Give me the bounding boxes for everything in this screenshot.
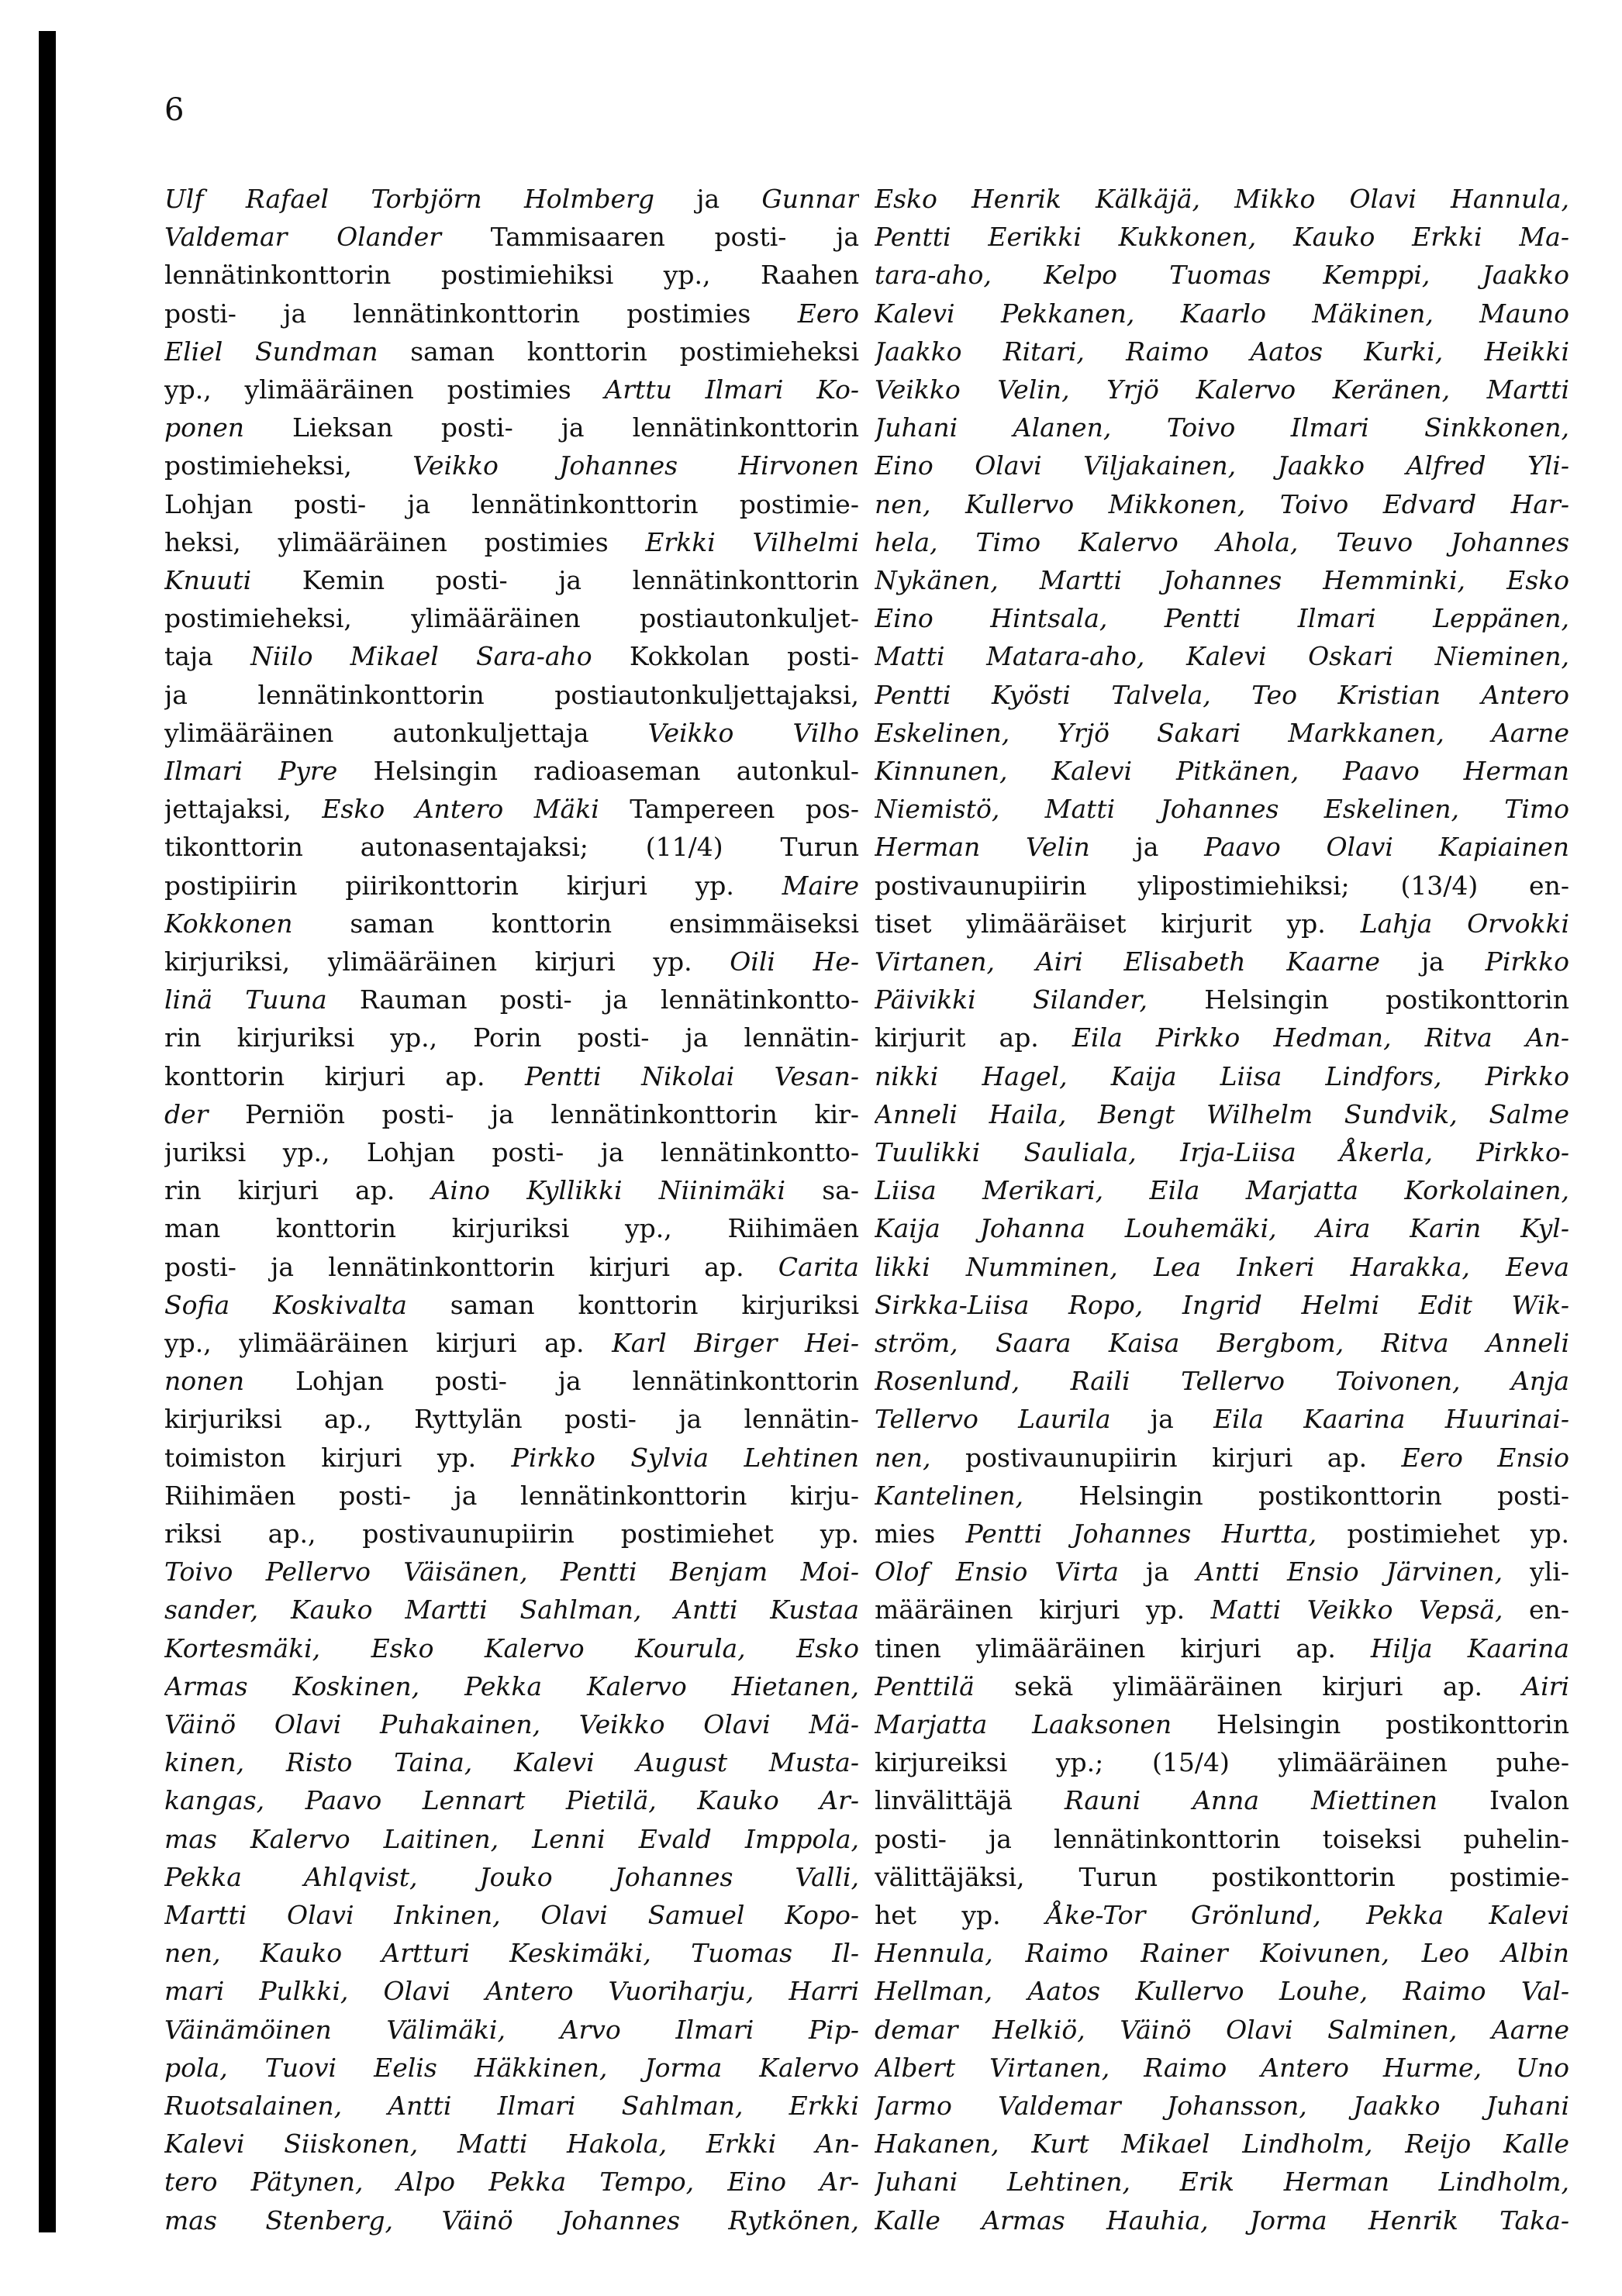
text-line [164, 1209, 859, 1248]
text-line [875, 1439, 1569, 1477]
text-line [875, 1057, 1569, 1096]
text-line [875, 1095, 1569, 1134]
text-line [875, 943, 1569, 981]
text-line [164, 333, 859, 371]
italic-name-span: Oili He- [730, 946, 859, 977]
text-line [164, 1553, 859, 1591]
text-line [164, 1133, 859, 1172]
italic-name-span: Pentti Johannes Hurtta, [965, 1519, 1317, 1549]
italic-name-span: Niemistö, Matti Johannes Eskelinen, Timo [875, 794, 1569, 825]
italic-name-span: Pentti Kyösti Talvela, Teo Kristian Antero [875, 679, 1569, 710]
text-line [164, 2011, 859, 2050]
text-line [164, 1781, 859, 1820]
text-span: taja [164, 641, 251, 672]
italic-name-span: Veikko Vilho [647, 717, 859, 748]
text-line [875, 1362, 1569, 1401]
italic-name-span: Toivo Pellervo Väisänen, Pentti Benjam Moi- [164, 1557, 859, 1588]
italic-name-span: Hakanen, Kurt Mikael Lindholm, Reijo Kalle [875, 2129, 1569, 2160]
text-line [875, 295, 1569, 333]
text-span: heksi, ylimääräinen postimies [164, 526, 646, 557]
text-span: postimieheksi, ylimääräinen postiautonkuljet- [164, 603, 859, 634]
text-span: sekä ylimääräinen kirjuri ap. [974, 1670, 1523, 1701]
text-line [875, 409, 1569, 447]
text-span: postivaunupiirin kirjuri ap. [930, 1442, 1402, 1473]
text-line [875, 218, 1569, 257]
text-line [875, 1743, 1569, 1782]
text-line [164, 943, 859, 981]
italic-name-span: mas Kalervo Laitinen, Lenni Evald Imppola, [164, 1823, 859, 1854]
italic-name-span: Matti Veikko Vepsä, [1210, 1594, 1503, 1625]
text-span: Tammisaaren posti- ja [441, 222, 859, 253]
text-span: kirjurit ap. [875, 1022, 1072, 1053]
italic-name-span: Armas Koskinen, Pekka Kalervo Hietanen, [164, 1670, 859, 1701]
text-span: Helsingin postikonttorin [1147, 984, 1569, 1015]
text-line [164, 1667, 859, 1706]
text-span: saman konttorin postimieheksi [378, 336, 859, 367]
text-line [164, 676, 859, 715]
text-line [875, 1972, 1569, 2011]
text-line [164, 371, 859, 409]
text-line [164, 295, 859, 333]
text-span: kirjuriksi ap., Ryttylän posti- ja lennätin- [164, 1404, 859, 1435]
text-line [875, 1705, 1569, 1744]
text-line [164, 1629, 859, 1668]
italic-name-span: Lahja Orvokki [1360, 908, 1569, 939]
italic-name-span: Anneli Haila, Bengt Wilhelm Sundvik, Salme [875, 1098, 1569, 1129]
text-line [164, 561, 859, 600]
text-line [164, 790, 859, 829]
italic-name-span: Esko Henrik Kälkäjä, Mikko Olavi Hannula, [875, 184, 1569, 214]
text-span: mies [875, 1519, 966, 1549]
italic-name-span: Pentti Eerikki Kukkonen, Kauko Erkki Ma- [875, 222, 1569, 253]
italic-name-span: Veikko Johannes Hirvonen [412, 450, 859, 481]
text-line [875, 905, 1569, 943]
scan-edge-bar [39, 31, 56, 2232]
italic-name-span: Carita [778, 1251, 859, 1282]
text-line [875, 2011, 1569, 2050]
italic-name-span: Airi [1522, 1670, 1569, 1701]
text-line [164, 714, 859, 753]
italic-name-span: Liisa Merikari, Eila Marjatta Korkolainen, [875, 1175, 1569, 1206]
text-line [875, 981, 1569, 1019]
text-span: postipiirin piirikonttorin kirjuri yp. [164, 870, 782, 901]
italic-name-span: kinen, Risto Taina, Kalevi August Mustа- [164, 1747, 859, 1778]
text-line [875, 1896, 1569, 1935]
italic-name-span: Matti Matara-aho, Kalevi Oskari Nieminen, [875, 641, 1569, 672]
italic-name-span: pola, Tuovi Eelis Häkkinen, Jorma Kalervo [164, 2052, 859, 2083]
text-line [164, 599, 859, 638]
text-span: postimiehet yp. [1317, 1519, 1569, 1549]
text-span: Rauman posti- ja lennätinkontto- [326, 984, 859, 1015]
text-line [875, 1019, 1569, 1057]
text-span: Helsingin postikonttorin [1172, 1709, 1569, 1739]
italic-name-span: Sirkka-Liisa Ropo, Ingrid Helmi Edit Wik- [875, 1289, 1569, 1320]
italic-name-span: mari Pulkki, Olavi Antero Vuoriharju, Harri [164, 1976, 859, 2007]
italic-name-span: Niilo Mikael Sara-aho [250, 641, 592, 672]
text-span: välittäjäksi, Turun postikonttorin postimie- [875, 1861, 1569, 1892]
italic-name-span: Eila Pirkko Hedman, Ritva An- [1072, 1022, 1569, 1053]
italic-name-span: Hennula, Raimo Rainer Koivunen, Leo Albin [875, 1938, 1569, 1969]
text-span: yli- [1503, 1557, 1569, 1588]
text-span: ja [1379, 946, 1486, 977]
text-line [875, 523, 1569, 562]
italic-name-span: Ulf Rafael Torbjörn Holmberg [164, 184, 654, 214]
italic-name-span: Erkki Vilhelmi [645, 526, 859, 557]
text-line [164, 1248, 859, 1287]
text-line [875, 828, 1569, 867]
text-span: ja lennätinkonttorin postiautonkuljettajaksi, [164, 679, 859, 710]
text-line [875, 256, 1569, 295]
text-span: kirjuriksi, ylimääräinen kirjuri yp. [164, 946, 730, 977]
italic-name-span: Penttilä [875, 1670, 975, 1701]
text-line [875, 1286, 1569, 1325]
italic-name-span: Esko Antero Mäki [322, 794, 599, 825]
italic-name-span: sander, Kauko Martti Sahlman, Antti Kustaa [164, 1594, 859, 1625]
text-line [164, 1743, 859, 1782]
text-span: sa- [785, 1175, 859, 1206]
text-line [164, 1477, 859, 1515]
italic-name-span: Kalle Armas Hauhia, Jorma Henrik Taka- [875, 2205, 1569, 2236]
text-line [875, 1629, 1569, 1668]
italic-name-span: Kokkonen [164, 908, 293, 939]
text-line [164, 2049, 859, 2087]
text-line [164, 409, 859, 447]
text-span: yp., ylimääräinen kirjuri ap. [164, 1328, 613, 1358]
text-line [875, 1667, 1569, 1706]
italic-name-span: Tuulikki Sauliala, Irja-Liisa Åkerla, Pirkko- [875, 1137, 1569, 1167]
text-line [164, 1934, 859, 1973]
text-line [875, 2087, 1569, 2125]
text-line [164, 1324, 859, 1363]
italic-name-span: Hilja Kaarina [1370, 1632, 1569, 1663]
text-line [164, 2125, 859, 2163]
text-span: Lieksan posti- ja lennätinkonttorin [244, 412, 859, 443]
text-span: Lohjan posti- ja lennätinkonttorin postimie- [164, 488, 859, 519]
text-span: rin kirjuriksi yp., Porin posti- ja lennätin- [164, 1022, 859, 1053]
italic-name-span: der [164, 1098, 209, 1129]
text-line [164, 218, 859, 257]
text-line [875, 1858, 1569, 1897]
text-span: posti- ja lennätinkonttorin toiseksi puhelin- [875, 1823, 1569, 1854]
italic-name-span: Kantelinen, [875, 1480, 1024, 1511]
text-line [875, 2049, 1569, 2087]
italic-name-span: Veikko Velin, Yrjö Kalervo Keränen, Martti [875, 374, 1569, 405]
italic-name-span: Karl Birger Hei- [612, 1328, 859, 1358]
page-number: 6 [164, 92, 185, 128]
text-span: konttorin kirjuri ap. [164, 1060, 525, 1091]
text-line [875, 2125, 1569, 2163]
italic-name-span: Eliel Sundman [164, 336, 378, 367]
text-line [164, 1019, 859, 1057]
italic-name-span: Pirkko Sylvia Lehtinen [511, 1442, 859, 1473]
text-line [875, 1324, 1569, 1363]
text-line [164, 2087, 859, 2125]
italic-name-span: nen, [875, 1442, 931, 1473]
text-span: posti- ja lennätinkonttorin kirjuri ap. [164, 1251, 778, 1282]
italic-name-span: Marjatta Laaksonen [875, 1709, 1172, 1739]
italic-name-span: Eero Ensio [1401, 1442, 1569, 1473]
text-line [875, 446, 1569, 485]
italic-name-span: Kinnunen, Kalevi Pitkänen, Paavo Herman [875, 756, 1569, 786]
italic-name-span: Åke-Tor Grönlund, Pekka Kalevi [1046, 1900, 1569, 1930]
text-span: kirjureiksi yp.; (15/4) ylimääräinen puhe- [875, 1747, 1569, 1778]
text-line [164, 981, 859, 1019]
text-line [875, 790, 1569, 829]
text-line [875, 1820, 1569, 1859]
text-line [164, 828, 859, 867]
italic-name-span: Ruotsalainen, Antti Ilmari Sahlman, Erkki [164, 2091, 859, 2121]
italic-name-span: demar Helkiö, Väinö Olavi Salminen, Aarne [875, 2014, 1569, 2045]
text-span: jettajaksi, [164, 794, 323, 825]
text-span: linvälittäjä [875, 1785, 1065, 1816]
italic-name-span: Kalevi Siiskonen, Matti Hakola, Erkki An- [164, 2129, 859, 2160]
italic-name-span: Sofia Koskivalta [164, 1289, 407, 1320]
text-line [875, 752, 1569, 791]
text-line [875, 2163, 1569, 2201]
italic-name-span: nen, Kauko Artturi Keskimäki, Tuomas Il- [164, 1938, 859, 1969]
text-line [164, 1286, 859, 1325]
italic-name-span: ponen [164, 412, 245, 443]
italic-name-span: Paavo Olavi Kapiainen [1204, 832, 1569, 863]
italic-name-span: Virtanen, Airi Elisabeth Kaarne [875, 946, 1380, 977]
italic-name-span: linä Tuuna [164, 984, 327, 1015]
text-span: ja [654, 184, 762, 214]
italic-name-span: nikki Hagel, Kaija Liisa Lindfors, Pirkko [875, 1060, 1569, 1091]
italic-name-span: Juhani Lehtinen, Erik Herman Lindholm, [875, 2167, 1569, 2198]
text-line [164, 752, 859, 791]
text-line [875, 867, 1569, 905]
text-line [875, 1133, 1569, 1172]
text-line [164, 1896, 859, 1935]
italic-name-span: Aino Kyllikki Niinimäki [431, 1175, 786, 1206]
italic-name-span: likki Numminen, Lea Inkeri Harakka, Eeva [875, 1251, 1569, 1282]
text-line [164, 523, 859, 562]
italic-name-span: Albert Virtanen, Raimo Antero Hurme, Uno [875, 2052, 1569, 2083]
italic-name-span: Päivikki Silander, [875, 984, 1147, 1015]
text-line [875, 1400, 1569, 1439]
italic-name-span: Herman Velin [875, 832, 1090, 863]
text-line [164, 1095, 859, 1134]
text-span: posti- ja lennätinkonttorin postimies [164, 298, 798, 329]
text-line [875, 561, 1569, 600]
text-line [164, 1591, 859, 1629]
text-line [164, 1171, 859, 1210]
text-span: tinen ylimääräinen kirjuri ap. [875, 1632, 1371, 1663]
italic-name-span: hela, Timo Kalervo Ahola, Teuvo Johannes [875, 526, 1569, 557]
italic-name-span: ström, Saara Kaisa Bergbom, Ritva Anneli [875, 1328, 1569, 1358]
text-span: man konttorin kirjuriksi yp., Riihimäen [164, 1213, 859, 1244]
italic-name-span: nonen [164, 1366, 245, 1397]
text-span: Riihimäen posti- ja lennätinkonttorin kirju- [164, 1480, 859, 1511]
text-column-left [164, 180, 859, 2236]
text-line [164, 1858, 859, 1897]
italic-name-span: Rosenlund, Raili Tellervo Toivonen, Anja [875, 1366, 1569, 1397]
text-line [164, 1705, 859, 1744]
text-line [875, 2201, 1569, 2240]
italic-name-span: tero Pätynen, Alpo Pekka Tempo, Eino Ar- [164, 2167, 859, 2198]
text-line [875, 371, 1569, 409]
text-line [164, 1972, 859, 2011]
text-span: toimiston kirjuri yp. [164, 1442, 512, 1473]
text-span: saman konttorin kirjuriksi [406, 1289, 859, 1320]
text-span: määräinen kirjuri yp. [875, 1594, 1211, 1625]
text-span: postimieheksi, [164, 450, 413, 481]
italic-name-span: Eino Hintsala, Pentti Ilmari Leppänen, [875, 603, 1569, 634]
text-line [164, 1057, 859, 1096]
italic-name-span: Valdemar Olander [164, 222, 442, 253]
italic-name-span: Jarmo Valdemar Johansson, Jaakko Juhani [875, 2091, 1569, 2121]
text-line [164, 1515, 859, 1553]
text-span: Lohjan posti- ja lennätinkonttorin [244, 1366, 859, 1397]
italic-name-span: Nykänen, Martti Johannes Hemminki, Esko [875, 565, 1569, 595]
text-line [164, 446, 859, 485]
italic-name-span: nen, Kullervo Mikkonen, Toivo Edvard Har- [875, 488, 1569, 519]
italic-name-span: Eskelinen, Yrjö Sakari Markkanen, Aarne [875, 717, 1569, 748]
text-line [875, 1553, 1569, 1591]
italic-name-span: Väinö Olavi Puhakainen, Veikko Olavi Mä- [164, 1709, 859, 1739]
italic-name-span: Eila Kaarina Huurinai- [1213, 1404, 1569, 1435]
italic-name-span: Eero [797, 298, 859, 329]
text-line [164, 1362, 859, 1401]
text-line [875, 1781, 1569, 1820]
text-span: Helsingin radioaseman autonkul- [337, 756, 859, 786]
italic-name-span: Pentti Nikolai Vesan- [525, 1060, 859, 1091]
italic-name-span: Hellman, Aatos Kullervo Louhe, Raimo Val- [875, 1976, 1569, 2007]
text-span: postivaunupiirin ylipostimiehiksi; (13/4) en- [875, 870, 1569, 901]
italic-name-span: mas Stenberg, Väinö Johannes Rytkönen, [164, 2205, 859, 2236]
text-line [164, 637, 859, 676]
text-line [164, 2163, 859, 2201]
italic-name-span: kangas, Paavo Lennart Pietilä, Kauko Ar- [164, 1785, 859, 1816]
text-span: Tampereen pos- [599, 794, 859, 825]
italic-name-span: Kaija Johanna Louhemäki, Aira Karin Kyl- [875, 1213, 1569, 1244]
text-line [164, 1820, 859, 1859]
italic-name-span: Kortesmäki, Esko Kalervo Kourula, Esko [164, 1632, 859, 1663]
italic-name-span: Ilmari Pyre [164, 756, 338, 786]
italic-name-span: Pirkko [1485, 946, 1569, 977]
text-line [875, 1209, 1569, 1248]
text-line [875, 1248, 1569, 1287]
text-line [875, 599, 1569, 638]
italic-name-span: Martti Olavi Inkinen, Olavi Samuel Kopo- [164, 1900, 859, 1930]
text-line [875, 333, 1569, 371]
text-line [875, 637, 1569, 676]
text-line [875, 180, 1569, 219]
text-span: en- [1503, 1594, 1569, 1625]
italic-name-span: Kalevi Pekkanen, Kaarlo Mäkinen, Mauno [875, 298, 1569, 329]
italic-name-span: Maire [782, 870, 859, 901]
text-line [164, 256, 859, 295]
text-line [164, 1400, 859, 1439]
text-line [164, 2201, 859, 2240]
text-span: lennätinkonttorin postimiehiksi yp., Raahen [164, 260, 859, 291]
text-span: Kokkolan posti- [592, 641, 859, 672]
text-span: ja [1089, 832, 1205, 863]
text-line [875, 1934, 1569, 1973]
text-line [875, 676, 1569, 715]
text-line [875, 1591, 1569, 1629]
text-span: Ivalon [1437, 1785, 1569, 1816]
text-line [875, 1515, 1569, 1553]
italic-name-span: Jaakko Ritari, Raimo Aatos Kurki, Heikki [875, 336, 1569, 367]
italic-name-span: Juhani Alanen, Toivo Ilmari Sinkkonen, [875, 412, 1569, 443]
text-line [875, 1477, 1569, 1515]
italic-name-span: Gunnar [761, 184, 859, 214]
italic-name-span: Antti Ensio Järvinen, [1196, 1557, 1503, 1588]
text-span: tikonttorin autonasentajaksi; (11/4) Turun [164, 832, 859, 863]
text-span: ja [1118, 1557, 1196, 1588]
text-span: het yp. [875, 1900, 1047, 1930]
text-line [875, 1171, 1569, 1210]
text-line [164, 905, 859, 943]
text-line [164, 1439, 859, 1477]
text-line [164, 867, 859, 905]
text-line [164, 180, 859, 219]
text-span: Perniön posti- ja lennätinkonttorin kir- [208, 1098, 859, 1129]
text-line [164, 485, 859, 524]
italic-name-span: Knuuti [164, 565, 252, 595]
text-span: saman konttorin ensimmäiseksi [292, 908, 859, 939]
text-span: yp., ylimääräinen postimies [164, 374, 605, 405]
text-span: tiset ylimääräiset kirjurit yp. [875, 908, 1361, 939]
italic-name-span: Arttu Ilmari Ko- [604, 374, 859, 405]
italic-name-span: Olof Ensio Virta [875, 1557, 1119, 1588]
text-line [875, 485, 1569, 524]
text-span: ja [1110, 1404, 1214, 1435]
italic-name-span: Väinämöinen Välimäki, Arvo Ilmari Pip- [164, 2014, 859, 2045]
text-span: juriksi yp., Lohjan posti- ja lennätinkontto- [164, 1137, 859, 1167]
text-span: rin kirjuri ap. [164, 1175, 432, 1206]
text-span: riksi ap., postivaunupiirin postimiehet yp. [164, 1519, 859, 1549]
text-span: Helsingin postikonttorin posti- [1023, 1480, 1569, 1511]
text-line [875, 714, 1569, 753]
text-span: Kemin posti- ja lennätinkonttorin [251, 565, 859, 595]
italic-name-span: Tellervo Laurila [875, 1404, 1111, 1435]
text-span: ylimääräinen autonkuljettaja [164, 717, 648, 748]
italic-name-span: Rauni Anna Miettinen [1064, 1785, 1438, 1816]
italic-name-span: Pekka Ahlqvist, Jouko Johannes Valli, [164, 1861, 859, 1892]
text-column-right [875, 180, 1569, 2236]
italic-name-span: Eino Olavi Viljakainen, Jaakko Alfred Yli- [875, 450, 1569, 481]
italic-name-span: tara-aho, Kelpo Tuomas Kemppi, Jaakko [875, 260, 1569, 291]
